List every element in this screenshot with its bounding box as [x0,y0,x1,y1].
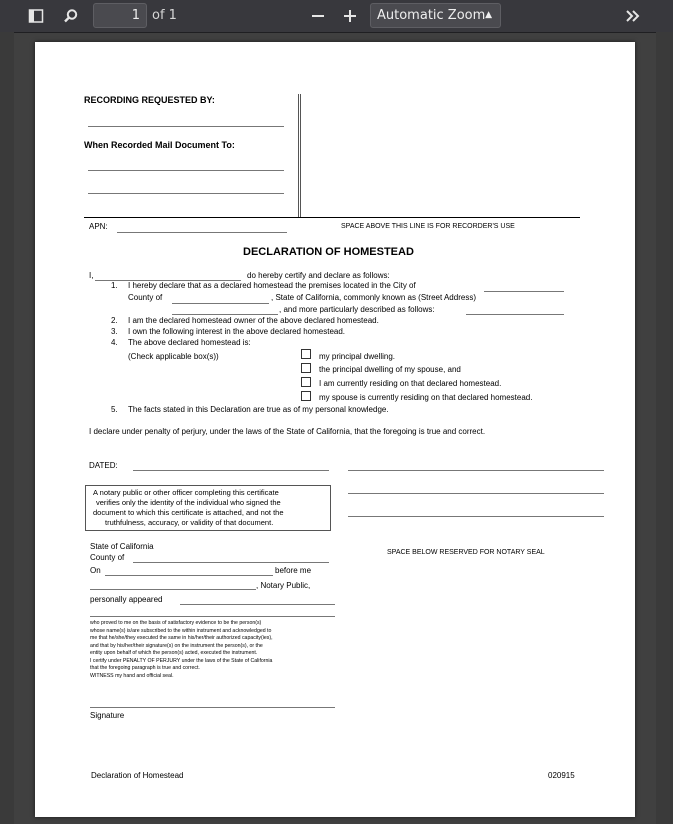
recorder-use-line [84,217,580,218]
footer-title: Declaration of Homestead [91,771,184,780]
header-divider-left [298,94,299,218]
sidebar-toggle-icon [28,8,44,24]
dated-label: DATED: [89,461,118,470]
state-label: State of California [90,542,154,551]
fine-print-line: whose name(s) is/are subscribed to the within instrument and acknowledged to [90,627,272,634]
tools-button[interactable] [620,4,646,28]
item-1-number: 1. [111,281,118,290]
fine-print-line: who proved to me on the basis of satisfactory evidence to be the person(s) [90,620,262,626]
item-4-text: The above declared homestead is: [128,338,251,347]
item-2-number: 2. [111,316,118,325]
signature-line-3 [348,516,604,517]
mail-to-line-1 [88,170,284,171]
item-5-text: The facts stated in this Declaration are true as of my personal knowledge. [128,405,389,414]
header-divider-right [300,94,301,218]
search-icon [63,8,79,24]
county-line [172,303,269,304]
perjury-statement: I declare under penalty of perjury, under the laws of the State of California, that the foregoing is true and correct. [89,427,486,436]
appeared-name-line-2 [90,616,335,617]
signature-line-2 [348,493,604,494]
item-1-description-text: , and more particularly described as follows: [279,305,435,314]
space-above-note: SPACE ABOVE THIS LINE IS FOR RECORDER'S USE [341,223,515,230]
pdf-toolbar [0,0,673,32]
apn-label: APN: [89,222,108,231]
notary-seal-note: SPACE BELOW RESERVED FOR NOTARY SEAL [387,549,545,556]
zoom-out-button[interactable] [305,4,331,28]
page-number-input[interactable]: 1 [93,3,147,28]
notary-box-line-1: A notary public or other officer completing this certificate [93,488,279,497]
on-label: On [90,566,101,575]
checkbox-spouse-residing[interactable] [301,391,311,401]
county-of-label: County of [128,293,163,302]
checkbox-spouse-dwelling[interactable] [301,363,311,373]
fine-print-line: I certify under PENALTY OF PERJURY under the laws of the State of California [90,657,273,664]
checkbox-currently-residing[interactable] [301,377,311,387]
viewer-left-gutter [0,32,14,824]
declarant-prefix: I, [89,271,94,280]
find-button[interactable] [58,4,84,28]
street-address-line [172,314,278,315]
zoom-select[interactable] [370,3,501,28]
notary-public-label: , Notary Public, [256,581,311,590]
on-date-line [105,575,273,576]
item-1-address-text: , State of California, commonly known as (Street Address) [271,293,476,302]
vertical-scrollbar[interactable] [656,32,673,824]
fine-print-line: entity upon behalf of which the person(s) acted, executed the instrument. [90,650,258,656]
check-instruction: (Check applicable box(s)) [128,352,219,361]
item-5-number: 5. [111,405,118,414]
notary-signature-line [90,707,335,708]
notary-box-line-3: document to which this certificate is attached, and not the [93,508,284,517]
item-2-text: I am the declared homestead owner of the above declared homestead. [128,316,379,325]
pdf-page [35,42,635,817]
personally-appeared-label: personally appeared [90,595,163,604]
county-of-notary-label: County of [90,553,125,562]
zoom-in-button[interactable] [337,4,363,28]
fine-print-line: and that by his/her/their signature(s) on the instrument the person(s), or the [90,642,263,649]
zoom-in-icon [343,9,357,23]
notary-box-line-2: verifies only the identity of the individual who signed the [96,498,281,507]
apn-field-line [117,232,287,233]
description-line [466,314,564,315]
page-count-label: of 1 [152,8,177,23]
fine-print-line: me that he/she/they executed the same in his/her/their authorized capacity(ies), [90,635,273,641]
city-line [484,291,564,292]
double-chevron-right-icon [625,8,641,24]
checkbox-principal-dwelling[interactable] [301,349,311,359]
mail-to-label: When Recorded Mail Document To: [84,140,235,150]
signature-line-1 [348,470,604,471]
appeared-name-line [180,604,335,605]
checkbox-label-2: the principal dwelling of my spouse, and [319,365,461,374]
notary-county-line [133,562,329,563]
recording-requested-line [88,126,284,127]
fine-print-line: WITNESS my hand and official seal. [90,672,174,679]
up-down-caret-icon: ▲ [485,10,492,20]
mail-to-line-2 [88,193,284,194]
zoom-out-icon [311,9,325,23]
notary-name-line [90,589,256,590]
notary-box-line-4: truthfulness, accuracy, or validity of that document. [105,518,274,527]
before-me-label: before me [275,566,312,575]
zoom-value: Automatic Zoom [377,8,486,23]
item-4-number: 4. [111,338,118,347]
sidebar-toggle-button[interactable] [23,4,49,28]
checkbox-label-1: my principal dwelling. [319,352,396,361]
document-title: DECLARATION OF HOMESTEAD [243,246,414,258]
acknowledgment-fine-print [90,620,273,680]
fine-print-line: that the foregoing paragraph is true and correct. [90,665,200,671]
dated-line [133,470,329,471]
item-3-number: 3. [111,327,118,336]
item-1-text: I hereby declare that as a declared homestead the premises located in the City of [128,281,416,290]
signature-label: Signature [90,711,125,720]
item-3-text: I own the following interest in the above declared homestead. [128,327,346,336]
footer-form-code: 020915 [548,771,575,780]
intro-text: do hereby certify and declare as follows: [247,271,390,280]
recording-requested-label: RECORDING REQUESTED BY: [84,95,215,105]
checkbox-label-4: my spouse is currently residing on that declared homestead. [319,393,533,402]
checkbox-label-3: I am currently residing on that declared homestead. [319,379,502,388]
